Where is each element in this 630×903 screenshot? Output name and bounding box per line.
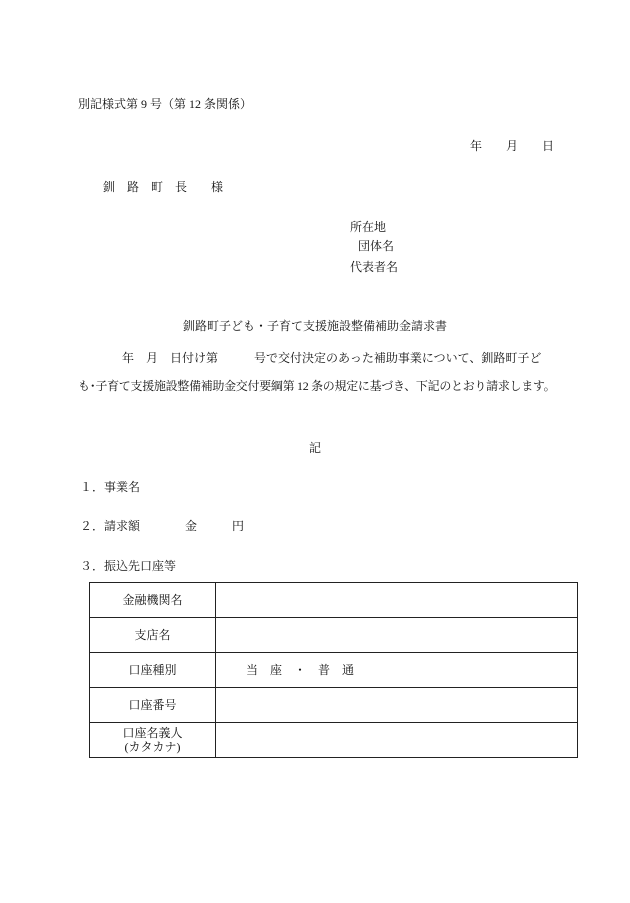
table-row <box>90 618 578 653</box>
account-value <box>216 723 578 758</box>
item-claim-amount-suffix: 円 <box>232 519 245 533</box>
item-claim-amount-label: ２．請求額 <box>80 519 141 533</box>
account-value <box>216 583 578 618</box>
item-project-name: １．事業名 <box>80 480 141 494</box>
account-label: 支店名 <box>90 618 216 653</box>
account-label: 金融機関名 <box>90 583 216 618</box>
account-value <box>216 618 578 653</box>
date-line: 年 月 日 <box>470 139 555 153</box>
form-number: 別記様式第 9 号（第 12 条関係） <box>78 97 253 111</box>
applicant-address-label: 所在地 <box>350 220 387 234</box>
ki-heading: 記 <box>308 441 321 455</box>
account-label-line: 口座名義人 <box>122 726 183 740</box>
body-line-1: 年 月 日付け第 号で交付決定のあった補助事業について、釧路町子ど <box>122 351 542 365</box>
table-row <box>90 653 578 688</box>
account-table <box>89 582 578 758</box>
applicant-representative-label: 代表者名 <box>350 260 399 274</box>
account-label-line: (カタカナ) <box>124 740 181 754</box>
table-row <box>90 688 578 723</box>
item-bank-account: ３．振込先口座等 <box>80 559 177 573</box>
account-label: 口座種別 <box>90 653 216 688</box>
document-title: 釧路町子ども・子育て支援施設整備補助金請求書 <box>182 319 447 333</box>
body-line-2: も･子育て支援施設整備補助金交付要綱第 12 条の規定に基づき、下記のとおり請求します。 <box>78 379 556 393</box>
table-row <box>90 723 578 758</box>
addressee: 釧 路 町 長 様 <box>103 180 224 194</box>
item-claim-amount-prefix: 金 <box>185 519 198 533</box>
account-value: 当 座 ・ 普 通 <box>216 653 578 688</box>
applicant-organization-label: 団体名 <box>358 239 395 253</box>
account-label: 口座番号 <box>90 688 216 723</box>
account-value <box>216 688 578 723</box>
table-row <box>90 583 578 618</box>
account-label <box>90 723 216 758</box>
